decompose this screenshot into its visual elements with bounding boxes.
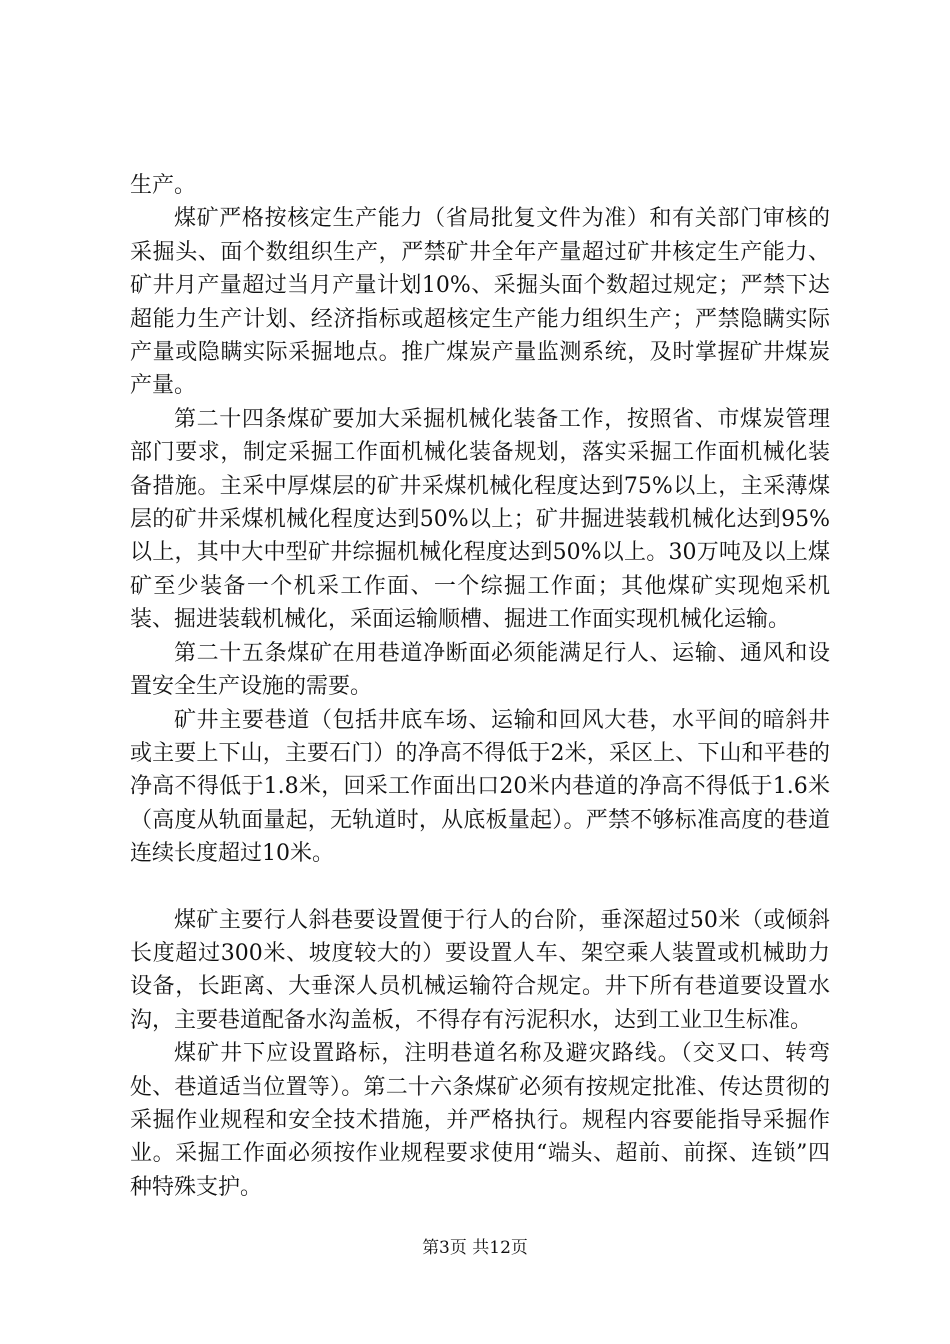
paragraph-production-capacity: 煤矿严格按核定生产能力（省局批复文件为准）和有关部门审核的采掘头、面个数组织生产，严禁矿井全年产量超过矿井核定生产能力、矿井月产量超过当月产量计划10%、采掘头面个数超过规定；严禁下达超能力生产计划、经济指标或超核定生产能力组织生产；严禁隐瞒实际产量或隐瞒实际采掘地点。推广煤炭产量监测系统，及时掌握矿井煤炭产量。 [130, 206, 830, 399]
paragraph-inclined-roadway: 煤矿主要行人斜巷要设置便于行人的台阶，垂深超过50米（或倾斜长度超过300米、坡度较大的）要设置人车、架空乘人装置或机械助力设备，长距离、大垂深人员机械运输符合规定。井下所有巷道要设置水沟，主要巷道配备水沟盖板，不得存有污泥积水，达到工业卫生标准。 [130, 907, 830, 1033]
paragraph-roadway-height: 矿井主要巷道（包括井底车场、运输和回风大巷，水平间的暗斜井或主要上下山，主要石门）的净高不得低于2米，采区上、下山和平巷的净高不得低于1.8米，回采工作面出口20米内巷道的净高不得低于1.6米（高度从轨面量起，无轨道时，从底板量起）。严禁不够标准高度的巷道连续长度超过10米。 [130, 707, 830, 867]
document-body [130, 169, 830, 1204]
paragraph-article-24: 第二十四条煤矿要加大采掘机械化装备工作，按照省、市煤炭管理部门要求，制定采掘工作面机械化装备规划，落实采掘工作面机械化装备措施。主采中厚煤层的矿井采煤机械化程度达到75%以上，主采薄煤层的矿井采煤机械化程度达到50%以上；矿井掘进装载机械化达到95%以上，其中大中型矿井综掘机械化程度达到50%以上。30万吨及以上煤矿至少装备一个机采工作面、一个综掘工作面；其他煤矿实现炮采机装、掘进装载机械化，采面运输顺槽、掘进工作面实现机械化运输。 [130, 406, 830, 633]
page-footer [0, 1236, 950, 1260]
paragraph-continuation: 生产。 [130, 173, 197, 198]
paragraph-article-25: 第二十五条煤矿在用巷道净断面必须能满足行人、运输、通风和设置安全生产设施的需要。 [130, 640, 830, 700]
page-number-label: 第3页 共12页 [422, 1238, 528, 1258]
paragraph-road-signs-article-26: 煤矿井下应设置路标，注明巷道名称及避灾路线。（交叉口、转弯处、巷道适当位置等）。第二十六条煤矿必须有按规定批准、传达贯彻的采掘作业规程和安全技术措施，并严格执行。规程内容要能指导采掘作业。采掘工作面必须按作业规程要求使用“端头、超前、前探、连锁”四种特殊支护。 [130, 1041, 830, 1200]
